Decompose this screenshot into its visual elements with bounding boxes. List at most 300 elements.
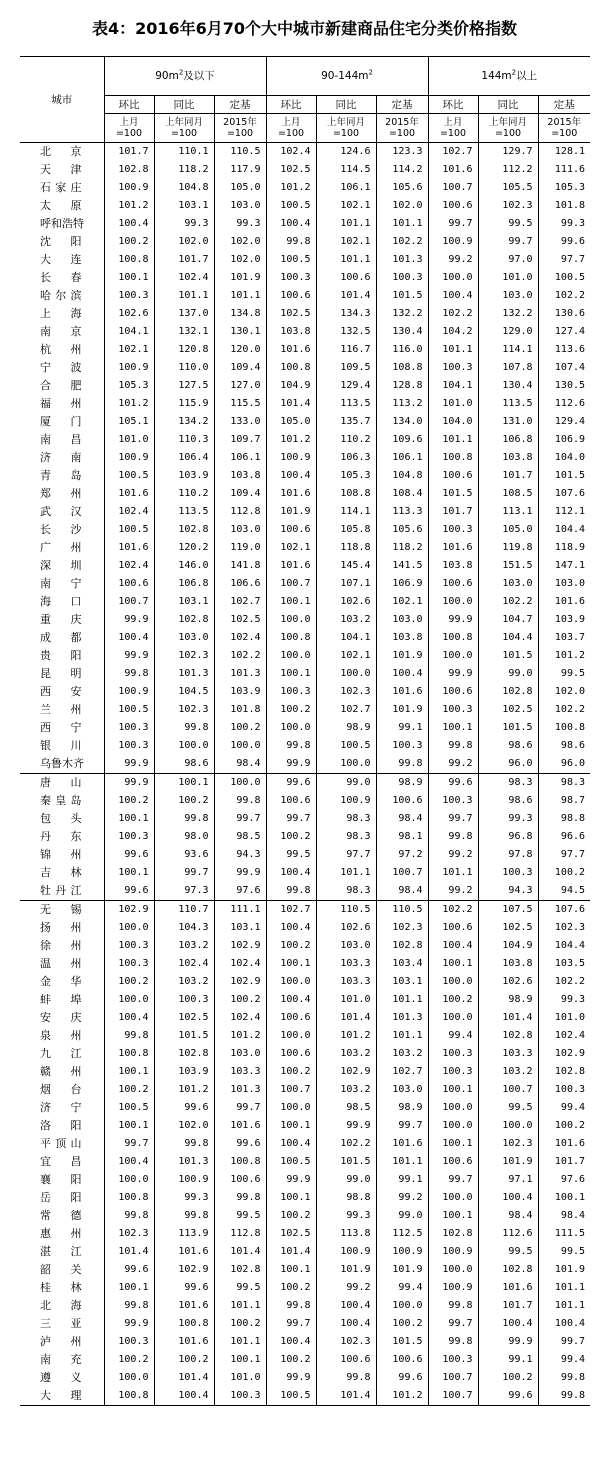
index-value: 105.3 — [538, 179, 590, 197]
index-value: 99.9 — [104, 611, 154, 629]
index-value: 101.5 — [428, 485, 478, 503]
index-value: 100.2 — [214, 719, 266, 737]
index-value: 100.3 — [104, 737, 154, 755]
index-value: 102.4 — [154, 269, 214, 287]
table-row — [20, 593, 590, 611]
city-name: 惠州 — [40, 1227, 82, 1240]
index-value: 101.1 — [428, 864, 478, 882]
table-row — [20, 792, 590, 810]
city-name: 安庆 — [40, 1011, 82, 1024]
index-value: 101.8 — [538, 197, 590, 215]
index-value: 107.1 — [316, 575, 376, 593]
index-value: 105.0 — [214, 179, 266, 197]
index-value: 100.3 — [214, 1387, 266, 1405]
index-value: 101.3 — [214, 1081, 266, 1099]
index-value: 100.5 — [266, 1153, 316, 1171]
sub-header-1: 同比 — [316, 96, 376, 114]
city-name: 海口 — [40, 595, 82, 608]
city-name: 洛阳 — [40, 1119, 82, 1132]
table-row — [20, 1315, 590, 1333]
city-name: 太原 — [40, 199, 82, 212]
index-value: 132.5 — [316, 323, 376, 341]
index-value: 132.1 — [154, 323, 214, 341]
table-row — [20, 1081, 590, 1099]
index-value: 100.0 — [214, 774, 266, 793]
index-value: 105.8 — [316, 521, 376, 539]
index-value: 99.3 — [154, 215, 214, 233]
index-value: 99.6 — [538, 233, 590, 251]
index-value: 123.3 — [376, 143, 428, 162]
index-value: 100.9 — [428, 1243, 478, 1261]
index-value: 99.6 — [428, 774, 478, 793]
index-value: 110.7 — [154, 901, 214, 920]
index-value: 101.4 — [316, 1009, 376, 1027]
index-value: 111.5 — [538, 1225, 590, 1243]
index-value: 102.8 — [104, 161, 154, 179]
index-value: 101.1 — [316, 215, 376, 233]
index-value: 101.5 — [316, 1153, 376, 1171]
index-value: 101.4 — [316, 287, 376, 305]
index-value: 100.9 — [104, 179, 154, 197]
index-value: 113.5 — [154, 503, 214, 521]
table-row — [20, 233, 590, 251]
index-value: 101.2 — [104, 395, 154, 413]
index-value: 99.8 — [154, 1135, 214, 1153]
index-value: 102.1 — [376, 593, 428, 611]
index-value: 101.1 — [376, 1153, 428, 1171]
table-row — [20, 413, 590, 431]
index-value: 97.6 — [214, 882, 266, 901]
index-value: 102.1 — [266, 539, 316, 557]
index-value: 100.2 — [538, 1117, 590, 1135]
table-row — [20, 485, 590, 503]
index-value: 98.6 — [478, 737, 538, 755]
index-value: 99.7 — [428, 810, 478, 828]
index-value: 100.3 — [428, 1351, 478, 1369]
index-value: 100.6 — [428, 575, 478, 593]
index-value: 103.5 — [538, 955, 590, 973]
index-value: 101.1 — [428, 431, 478, 449]
index-value: 100.0 — [266, 1099, 316, 1117]
index-value: 129.7 — [478, 143, 538, 162]
index-value: 101.4 — [316, 1387, 376, 1405]
index-value: 98.9 — [316, 719, 376, 737]
index-value: 100.8 — [428, 629, 478, 647]
index-value: 105.6 — [376, 179, 428, 197]
base-header-1: 上年同月 =100 — [478, 114, 538, 143]
index-value: 97.7 — [316, 846, 376, 864]
index-value: 104.3 — [154, 919, 214, 937]
index-value: 100.3 — [428, 359, 478, 377]
index-value: 100.0 — [104, 1369, 154, 1387]
index-value: 100.5 — [104, 1099, 154, 1117]
index-value: 101.2 — [266, 179, 316, 197]
city-name: 昆明 — [40, 667, 82, 680]
index-value: 103.1 — [376, 973, 428, 991]
index-value: 99.7 — [214, 810, 266, 828]
city-name: 石家庄 — [40, 181, 82, 194]
index-value: 99.8 — [104, 1207, 154, 1225]
index-value: 103.0 — [214, 197, 266, 215]
index-value: 100.8 — [266, 629, 316, 647]
index-value: 103.0 — [376, 1081, 428, 1099]
table-row — [20, 377, 590, 395]
index-value: 100.3 — [104, 1333, 154, 1351]
index-value: 110.3 — [154, 431, 214, 449]
index-value: 98.6 — [478, 792, 538, 810]
index-value: 132.2 — [376, 305, 428, 323]
index-value: 99.8 — [154, 1207, 214, 1225]
table-row — [20, 828, 590, 846]
index-value: 101.2 — [104, 197, 154, 215]
city-name: 西宁 — [40, 721, 82, 734]
index-value: 110.2 — [154, 485, 214, 503]
index-value: 107.6 — [538, 485, 590, 503]
city-name: 合肥 — [40, 379, 82, 392]
index-value: 100.1 — [428, 1207, 478, 1225]
index-value: 104.5 — [154, 683, 214, 701]
index-value: 151.5 — [478, 557, 538, 575]
index-value: 100.1 — [428, 1081, 478, 1099]
table-row — [20, 774, 590, 793]
index-value: 113.5 — [478, 395, 538, 413]
index-value: 102.7 — [428, 143, 478, 162]
index-value: 119.8 — [478, 539, 538, 557]
table-row — [20, 846, 590, 864]
index-value: 102.8 — [478, 1261, 538, 1279]
city-name: 南昌 — [40, 433, 82, 446]
city-name: 泉州 — [40, 1029, 82, 1042]
city-name: 北京 — [40, 145, 82, 158]
index-value: 101.0 — [428, 395, 478, 413]
index-value: 98.0 — [154, 828, 214, 846]
index-value: 101.6 — [266, 485, 316, 503]
index-value: 101.7 — [478, 467, 538, 485]
index-value: 109.7 — [214, 431, 266, 449]
city-name: 银川 — [40, 739, 82, 752]
index-value: 100.4 — [316, 1297, 376, 1315]
index-value: 98.5 — [214, 828, 266, 846]
index-value: 124.6 — [316, 143, 376, 162]
index-value: 104.4 — [538, 521, 590, 539]
index-value: 100.2 — [104, 233, 154, 251]
index-value: 106.9 — [538, 431, 590, 449]
index-value: 100.2 — [266, 1063, 316, 1081]
index-value: 100.2 — [104, 1351, 154, 1369]
index-value: 98.7 — [538, 792, 590, 810]
city-name: 九江 — [40, 1047, 82, 1060]
index-value: 102.8 — [154, 611, 214, 629]
index-value: 103.8 — [478, 955, 538, 973]
index-value: 102.3 — [478, 197, 538, 215]
index-value: 100.2 — [266, 1207, 316, 1225]
index-value: 110.1 — [154, 143, 214, 162]
index-value: 114.5 — [316, 161, 376, 179]
index-value: 100.2 — [104, 973, 154, 991]
index-value: 99.9 — [266, 1369, 316, 1387]
index-value: 100.9 — [316, 792, 376, 810]
index-value: 104.0 — [428, 413, 478, 431]
index-value: 100.6 — [266, 287, 316, 305]
city-name: 郑州 — [40, 487, 82, 500]
index-value: 99.8 — [266, 1297, 316, 1315]
index-value: 100.0 — [104, 919, 154, 937]
index-value: 102.1 — [316, 233, 376, 251]
index-value: 102.4 — [154, 955, 214, 973]
index-value: 105.0 — [478, 521, 538, 539]
index-value: 101.5 — [478, 719, 538, 737]
index-value: 102.7 — [316, 701, 376, 719]
index-value: 98.4 — [214, 755, 266, 774]
table-row — [20, 701, 590, 719]
index-value: 100.6 — [316, 269, 376, 287]
city-name: 大理 — [40, 1389, 82, 1402]
table-row — [20, 395, 590, 413]
index-value: 98.6 — [538, 737, 590, 755]
index-value: 100.0 — [316, 665, 376, 683]
index-value: 99.6 — [154, 1099, 214, 1117]
index-value: 102.2 — [376, 233, 428, 251]
index-value: 102.3 — [478, 1135, 538, 1153]
index-value: 102.3 — [104, 1225, 154, 1243]
index-value: 101.5 — [376, 1333, 428, 1351]
index-value: 100.8 — [266, 359, 316, 377]
index-value: 97.7 — [538, 251, 590, 269]
index-value: 102.9 — [214, 937, 266, 955]
table-row — [20, 1207, 590, 1225]
base-header-2: 2015年 =100 — [376, 114, 428, 143]
index-value: 102.3 — [538, 919, 590, 937]
index-value: 101.6 — [538, 593, 590, 611]
index-value: 134.2 — [154, 413, 214, 431]
city-name: 武汉 — [40, 505, 82, 518]
index-value: 102.0 — [214, 233, 266, 251]
city-name: 宁波 — [40, 361, 82, 374]
city-name: 无锡 — [20, 901, 104, 920]
index-value: 103.7 — [538, 629, 590, 647]
index-value: 101.4 — [266, 395, 316, 413]
index-value: 101.3 — [214, 665, 266, 683]
index-value: 102.0 — [154, 233, 214, 251]
index-value: 99.1 — [478, 1351, 538, 1369]
index-value: 102.3 — [316, 683, 376, 701]
index-value: 100.4 — [104, 629, 154, 647]
index-value: 102.7 — [376, 1063, 428, 1081]
index-value: 100.3 — [266, 683, 316, 701]
index-value: 102.5 — [154, 1009, 214, 1027]
index-value: 100.6 — [376, 1351, 428, 1369]
index-value: 100.3 — [104, 287, 154, 305]
index-value: 100.8 — [154, 1315, 214, 1333]
index-value: 100.1 — [266, 665, 316, 683]
index-value: 100.8 — [104, 1189, 154, 1207]
index-value: 132.2 — [478, 305, 538, 323]
index-value: 100.1 — [266, 1117, 316, 1135]
index-value: 106.8 — [478, 431, 538, 449]
index-value: 107.6 — [538, 901, 590, 920]
index-value: 102.6 — [316, 593, 376, 611]
index-value: 96.0 — [478, 755, 538, 774]
table-row — [20, 665, 590, 683]
index-value: 105.5 — [478, 179, 538, 197]
base-header-1: 上年同月 =100 — [316, 114, 376, 143]
index-value: 99.8 — [266, 882, 316, 901]
index-value: 100.2 — [538, 864, 590, 882]
index-value: 104.1 — [316, 629, 376, 647]
index-value: 99.7 — [266, 1315, 316, 1333]
sub-header-2: 定基 — [376, 96, 428, 114]
index-value: 100.0 — [428, 593, 478, 611]
index-value: 127.0 — [214, 377, 266, 395]
index-value: 100.3 — [428, 1045, 478, 1063]
base-header-0: 上月 =100 — [428, 114, 478, 143]
table-row — [20, 1189, 590, 1207]
city-name: 杭州 — [40, 343, 82, 356]
city-name: 广州 — [40, 541, 82, 554]
index-value: 100.2 — [428, 991, 478, 1009]
index-value: 100.1 — [266, 1189, 316, 1207]
index-value: 101.5 — [376, 287, 428, 305]
index-value: 99.8 — [428, 1333, 478, 1351]
index-value: 94.3 — [214, 846, 266, 864]
index-value: 103.3 — [316, 973, 376, 991]
index-value: 102.3 — [376, 919, 428, 937]
index-value: 101.1 — [376, 215, 428, 233]
base-header-0: 上月 =100 — [266, 114, 316, 143]
index-value: 100.2 — [266, 1351, 316, 1369]
table-row — [20, 1225, 590, 1243]
index-value: 99.3 — [538, 215, 590, 233]
index-value: 102.5 — [266, 305, 316, 323]
index-value: 102.9 — [316, 1063, 376, 1081]
city-header: 城市 — [20, 57, 104, 143]
city-name: 深圳 — [40, 559, 82, 572]
index-value: 102.8 — [478, 1027, 538, 1045]
index-value: 96.6 — [538, 828, 590, 846]
index-value: 98.3 — [316, 810, 376, 828]
index-value: 99.6 — [104, 846, 154, 864]
base-header-2: 2015年 =100 — [214, 114, 266, 143]
index-value: 99.9 — [316, 1117, 376, 1135]
city-name: 大连 — [40, 253, 82, 266]
table-row — [20, 323, 590, 341]
index-value: 101.6 — [376, 1135, 428, 1153]
index-value: 101.0 — [538, 1009, 590, 1027]
index-value: 106.8 — [154, 575, 214, 593]
index-value: 101.3 — [376, 251, 428, 269]
index-value: 102.4 — [214, 1009, 266, 1027]
index-value: 99.7 — [104, 1135, 154, 1153]
index-value: 101.4 — [266, 1243, 316, 1261]
index-value: 100.0 — [266, 647, 316, 665]
table-row — [20, 251, 590, 269]
index-value: 97.7 — [538, 846, 590, 864]
index-value: 102.6 — [478, 973, 538, 991]
index-value: 101.6 — [428, 161, 478, 179]
index-value: 104.7 — [478, 611, 538, 629]
index-value: 101.4 — [104, 1243, 154, 1261]
index-value: 102.4 — [266, 143, 316, 162]
index-value: 100.5 — [266, 251, 316, 269]
city-name: 唐山 — [20, 774, 104, 793]
city-name: 桂林 — [40, 1281, 82, 1294]
index-value: 100.9 — [316, 1243, 376, 1261]
table-row — [20, 1387, 590, 1405]
table-row — [20, 755, 590, 774]
index-value: 103.1 — [214, 919, 266, 937]
table-row — [20, 1045, 590, 1063]
price-index-table — [20, 56, 590, 1406]
index-value: 101.6 — [478, 1279, 538, 1297]
index-value: 100.1 — [154, 774, 214, 793]
index-value: 105.1 — [104, 413, 154, 431]
table-row — [20, 991, 590, 1009]
index-value: 97.8 — [478, 846, 538, 864]
index-value: 101.7 — [104, 143, 154, 162]
index-value: 102.9 — [214, 973, 266, 991]
table-row — [20, 882, 590, 901]
index-value: 101.1 — [316, 864, 376, 882]
index-value: 100.3 — [428, 701, 478, 719]
index-value: 100.0 — [266, 973, 316, 991]
table-row — [20, 143, 590, 162]
index-value: 101.1 — [214, 1333, 266, 1351]
index-value: 99.5 — [478, 1243, 538, 1261]
table-row — [20, 901, 590, 920]
city-name: 泸州 — [40, 1335, 82, 1348]
index-value: 104.4 — [478, 629, 538, 647]
index-value: 100.7 — [428, 1387, 478, 1405]
index-value: 103.3 — [478, 1045, 538, 1063]
index-value: 102.2 — [538, 287, 590, 305]
index-value: 100.7 — [266, 575, 316, 593]
table-row — [20, 467, 590, 485]
index-value: 98.4 — [478, 1207, 538, 1225]
index-value: 99.8 — [376, 755, 428, 774]
index-value: 102.2 — [538, 973, 590, 991]
index-value: 146.0 — [154, 557, 214, 575]
sub-header-0: 环比 — [104, 96, 154, 114]
index-value: 100.5 — [316, 737, 376, 755]
index-value: 98.4 — [538, 1207, 590, 1225]
index-value: 100.4 — [266, 919, 316, 937]
index-value: 99.8 — [214, 792, 266, 810]
index-value: 99.7 — [428, 1171, 478, 1189]
index-value: 101.0 — [104, 431, 154, 449]
index-value: 102.9 — [104, 901, 154, 920]
index-value: 100.4 — [104, 1009, 154, 1027]
city-name: 济宁 — [40, 1101, 82, 1114]
index-value: 101.9 — [266, 503, 316, 521]
index-value: 102.8 — [214, 1261, 266, 1279]
index-value: 97.3 — [154, 882, 214, 901]
index-value: 108.8 — [316, 485, 376, 503]
index-value: 100.1 — [266, 593, 316, 611]
index-value: 112.8 — [214, 1225, 266, 1243]
index-value: 100.2 — [214, 991, 266, 1009]
index-value: 99.3 — [478, 810, 538, 828]
table-row — [20, 1099, 590, 1117]
index-value: 130.4 — [478, 377, 538, 395]
table-row — [20, 611, 590, 629]
city-name: 牡丹江 — [40, 884, 82, 897]
index-value: 101.8 — [214, 701, 266, 719]
table-row — [20, 1063, 590, 1081]
index-value: 102.1 — [104, 341, 154, 359]
index-value: 110.5 — [316, 901, 376, 920]
index-value: 99.7 — [538, 1333, 590, 1351]
index-value: 102.5 — [266, 161, 316, 179]
